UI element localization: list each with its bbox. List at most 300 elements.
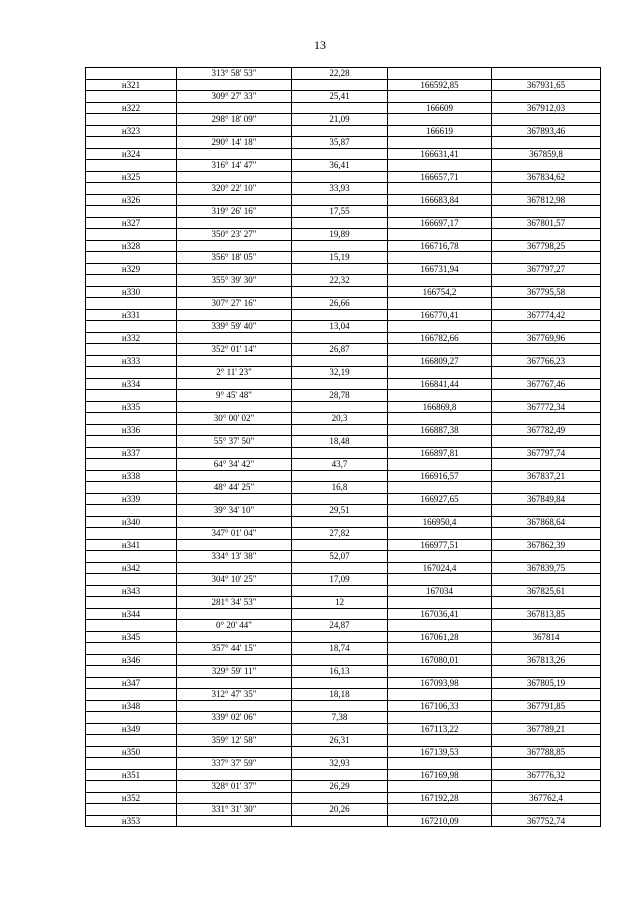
y-coordinate-cell: 367931,65 bbox=[492, 79, 601, 91]
x-coordinate-cell: 167080,01 bbox=[388, 654, 492, 666]
point-id-cell: н326 bbox=[86, 194, 177, 206]
direction-angle-cell: 359° 12' 58" bbox=[177, 735, 292, 747]
point-id-cell: н346 bbox=[86, 654, 177, 666]
segment-row bbox=[86, 160, 601, 172]
empty-cell bbox=[86, 735, 177, 747]
empty-cell bbox=[177, 125, 292, 137]
segment-row bbox=[86, 321, 601, 333]
empty-cell bbox=[492, 183, 601, 195]
x-coordinate-cell: 166657,71 bbox=[388, 171, 492, 183]
point-row bbox=[86, 240, 601, 252]
empty-cell bbox=[388, 712, 492, 724]
empty-cell bbox=[492, 367, 601, 379]
point-id-cell: н322 bbox=[86, 102, 177, 114]
empty-cell bbox=[292, 493, 388, 505]
empty-cell bbox=[388, 91, 492, 103]
segment-row bbox=[86, 804, 601, 816]
point-row bbox=[86, 516, 601, 528]
point-row bbox=[86, 102, 601, 114]
point-id-cell: н350 bbox=[86, 746, 177, 758]
empty-cell bbox=[177, 654, 292, 666]
segment-row bbox=[86, 482, 601, 494]
y-coordinate-cell: 367782,49 bbox=[492, 424, 601, 436]
empty-cell bbox=[492, 712, 601, 724]
empty-cell bbox=[292, 148, 388, 160]
empty-cell bbox=[177, 562, 292, 574]
empty-cell bbox=[292, 286, 388, 298]
direction-angle-cell: 312° 47' 35" bbox=[177, 689, 292, 701]
empty-cell bbox=[86, 275, 177, 287]
y-coordinate-cell: 367797,74 bbox=[492, 447, 601, 459]
segment-row bbox=[86, 413, 601, 425]
empty-cell bbox=[388, 275, 492, 287]
empty-cell bbox=[86, 643, 177, 655]
empty-cell bbox=[177, 378, 292, 390]
direction-angle-cell: 309° 27' 33" bbox=[177, 91, 292, 103]
empty-cell bbox=[388, 68, 492, 80]
segment-row bbox=[86, 252, 601, 264]
point-id-cell: н330 bbox=[86, 286, 177, 298]
point-row bbox=[86, 562, 601, 574]
x-coordinate-cell: 166631,41 bbox=[388, 148, 492, 160]
point-row bbox=[86, 815, 601, 827]
segment-row bbox=[86, 114, 601, 126]
empty-cell bbox=[86, 252, 177, 264]
segment-length-cell: 52,07 bbox=[292, 551, 388, 563]
segment-length-cell: 22,28 bbox=[292, 68, 388, 80]
empty-cell bbox=[86, 206, 177, 218]
empty-cell bbox=[292, 102, 388, 114]
segment-row bbox=[86, 390, 601, 402]
point-row bbox=[86, 723, 601, 735]
segment-length-cell: 32,93 bbox=[292, 758, 388, 770]
segment-row bbox=[86, 689, 601, 701]
y-coordinate-cell: 367849,84 bbox=[492, 493, 601, 505]
empty-cell bbox=[292, 677, 388, 689]
segment-length-cell: 33,93 bbox=[292, 183, 388, 195]
empty-cell bbox=[177, 355, 292, 367]
x-coordinate-cell: 167036,41 bbox=[388, 608, 492, 620]
empty-cell bbox=[86, 459, 177, 471]
empty-cell bbox=[292, 355, 388, 367]
segment-length-cell: 27,82 bbox=[292, 528, 388, 540]
x-coordinate-cell: 166897,81 bbox=[388, 447, 492, 459]
empty-cell bbox=[388, 551, 492, 563]
point-id-cell: н329 bbox=[86, 263, 177, 275]
empty-cell bbox=[86, 597, 177, 609]
empty-cell bbox=[177, 240, 292, 252]
direction-angle-cell: 347° 01' 04" bbox=[177, 528, 292, 540]
segment-row bbox=[86, 505, 601, 517]
x-coordinate-cell: 167113,22 bbox=[388, 723, 492, 735]
direction-angle-cell: 350° 23' 27" bbox=[177, 229, 292, 241]
direction-angle-cell: 281° 34' 53" bbox=[177, 597, 292, 609]
empty-cell bbox=[292, 631, 388, 643]
empty-cell bbox=[292, 654, 388, 666]
direction-angle-cell: 355° 39' 30" bbox=[177, 275, 292, 287]
point-row bbox=[86, 631, 601, 643]
x-coordinate-cell: 166809,27 bbox=[388, 355, 492, 367]
segment-row bbox=[86, 758, 601, 770]
direction-angle-cell: 64° 34' 42" bbox=[177, 459, 292, 471]
empty-cell bbox=[492, 804, 601, 816]
x-coordinate-cell: 166716,78 bbox=[388, 240, 492, 252]
point-id-cell: н321 bbox=[86, 79, 177, 91]
point-row bbox=[86, 746, 601, 758]
point-row bbox=[86, 493, 601, 505]
y-coordinate-cell: 367774,42 bbox=[492, 309, 601, 321]
y-coordinate-cell: 367772,34 bbox=[492, 401, 601, 413]
x-coordinate-cell: 166697,17 bbox=[388, 217, 492, 229]
empty-cell bbox=[492, 597, 601, 609]
segment-row bbox=[86, 275, 601, 287]
x-coordinate-cell: 167034 bbox=[388, 585, 492, 597]
direction-angle-cell: 304° 10' 25" bbox=[177, 574, 292, 586]
segment-row bbox=[86, 551, 601, 563]
x-coordinate-cell: 167061,28 bbox=[388, 631, 492, 643]
empty-cell bbox=[86, 804, 177, 816]
x-coordinate-cell: 166731,94 bbox=[388, 263, 492, 275]
y-coordinate-cell: 367797,27 bbox=[492, 263, 601, 275]
empty-cell bbox=[86, 781, 177, 793]
direction-angle-cell: 357° 44' 15" bbox=[177, 643, 292, 655]
point-id-cell: н348 bbox=[86, 700, 177, 712]
direction-angle-cell: 290° 14' 18" bbox=[177, 137, 292, 149]
segment-row bbox=[86, 298, 601, 310]
y-coordinate-cell: 367767,46 bbox=[492, 378, 601, 390]
empty-cell bbox=[86, 528, 177, 540]
point-row bbox=[86, 378, 601, 390]
y-coordinate-cell: 367834,62 bbox=[492, 171, 601, 183]
empty-cell bbox=[292, 332, 388, 344]
empty-cell bbox=[86, 712, 177, 724]
point-id-cell: н334 bbox=[86, 378, 177, 390]
x-coordinate-cell: 166950,4 bbox=[388, 516, 492, 528]
empty-cell bbox=[86, 390, 177, 402]
point-row bbox=[86, 447, 601, 459]
page-number: 13 bbox=[314, 38, 326, 52]
point-row bbox=[86, 355, 601, 367]
empty-cell bbox=[388, 252, 492, 264]
empty-cell bbox=[292, 608, 388, 620]
empty-cell bbox=[292, 539, 388, 551]
empty-cell bbox=[492, 620, 601, 632]
direction-angle-cell: 2° 11' 23" bbox=[177, 367, 292, 379]
empty-cell bbox=[177, 470, 292, 482]
segment-row bbox=[86, 183, 601, 195]
x-coordinate-cell: 166927,65 bbox=[388, 493, 492, 505]
empty-cell bbox=[177, 700, 292, 712]
x-coordinate-cell: 166754,2 bbox=[388, 286, 492, 298]
point-row bbox=[86, 148, 601, 160]
empty-cell bbox=[177, 148, 292, 160]
segment-length-cell: 17,55 bbox=[292, 206, 388, 218]
segment-length-cell: 24,87 bbox=[292, 620, 388, 632]
point-row bbox=[86, 608, 601, 620]
empty-cell bbox=[177, 815, 292, 827]
point-row bbox=[86, 125, 601, 137]
direction-angle-cell: 339° 02' 06" bbox=[177, 712, 292, 724]
empty-cell bbox=[292, 378, 388, 390]
direction-angle-cell: 329° 59' 11" bbox=[177, 666, 292, 678]
direction-angle-cell: 298° 18' 09" bbox=[177, 114, 292, 126]
empty-cell bbox=[86, 758, 177, 770]
point-row bbox=[86, 677, 601, 689]
empty-cell bbox=[492, 551, 601, 563]
y-coordinate-cell: 367912,03 bbox=[492, 102, 601, 114]
empty-cell bbox=[492, 574, 601, 586]
empty-cell bbox=[388, 321, 492, 333]
segment-length-cell: 26,31 bbox=[292, 735, 388, 747]
segment-row bbox=[86, 206, 601, 218]
empty-cell bbox=[177, 79, 292, 91]
empty-cell bbox=[388, 735, 492, 747]
empty-cell bbox=[292, 723, 388, 735]
empty-cell bbox=[492, 114, 601, 126]
point-id-cell: н337 bbox=[86, 447, 177, 459]
point-id-cell: н349 bbox=[86, 723, 177, 735]
empty-cell bbox=[388, 229, 492, 241]
point-id-cell: н325 bbox=[86, 171, 177, 183]
segment-length-cell: 12 bbox=[292, 597, 388, 609]
empty-cell bbox=[492, 436, 601, 448]
empty-cell bbox=[86, 574, 177, 586]
empty-cell bbox=[292, 401, 388, 413]
segment-row bbox=[86, 781, 601, 793]
point-id-cell: н339 bbox=[86, 493, 177, 505]
segment-length-cell: 18,48 bbox=[292, 436, 388, 448]
segment-row bbox=[86, 574, 601, 586]
y-coordinate-cell: 367862,39 bbox=[492, 539, 601, 551]
empty-cell bbox=[492, 482, 601, 494]
point-row bbox=[86, 194, 601, 206]
empty-cell bbox=[86, 229, 177, 241]
segment-row bbox=[86, 735, 601, 747]
point-id-cell: н323 bbox=[86, 125, 177, 137]
point-id-cell: н335 bbox=[86, 401, 177, 413]
empty-cell bbox=[492, 528, 601, 540]
segment-length-cell: 21,09 bbox=[292, 114, 388, 126]
y-coordinate-cell: 367839,75 bbox=[492, 562, 601, 574]
segment-length-cell: 19,89 bbox=[292, 229, 388, 241]
segment-row bbox=[86, 528, 601, 540]
empty-cell bbox=[292, 79, 388, 91]
point-id-cell: н344 bbox=[86, 608, 177, 620]
x-coordinate-cell: 167093,98 bbox=[388, 677, 492, 689]
segment-row bbox=[86, 712, 601, 724]
empty-cell bbox=[492, 459, 601, 471]
empty-cell bbox=[86, 137, 177, 149]
x-coordinate-cell: 166609 bbox=[388, 102, 492, 114]
direction-angle-cell: 313° 58' 53" bbox=[177, 68, 292, 80]
direction-angle-cell: 337° 37' 59" bbox=[177, 758, 292, 770]
point-row bbox=[86, 424, 601, 436]
empty-cell bbox=[492, 735, 601, 747]
empty-cell bbox=[177, 194, 292, 206]
empty-cell bbox=[177, 608, 292, 620]
empty-cell bbox=[86, 298, 177, 310]
segment-length-cell: 26,29 bbox=[292, 781, 388, 793]
point-id-cell: н341 bbox=[86, 539, 177, 551]
segment-length-cell: 7,38 bbox=[292, 712, 388, 724]
empty-cell bbox=[492, 390, 601, 402]
direction-angle-cell: 0° 20' 44" bbox=[177, 620, 292, 632]
y-coordinate-cell: 367788,85 bbox=[492, 746, 601, 758]
y-coordinate-cell: 367813,85 bbox=[492, 608, 601, 620]
y-coordinate-cell: 367762,4 bbox=[492, 792, 601, 804]
segment-length-cell: 22,32 bbox=[292, 275, 388, 287]
empty-cell bbox=[388, 137, 492, 149]
empty-cell bbox=[388, 183, 492, 195]
empty-cell bbox=[292, 263, 388, 275]
point-id-cell: н340 bbox=[86, 516, 177, 528]
point-id-cell: н324 bbox=[86, 148, 177, 160]
segment-length-cell: 36,41 bbox=[292, 160, 388, 172]
direction-angle-cell: 356° 18' 05" bbox=[177, 252, 292, 264]
empty-cell bbox=[86, 321, 177, 333]
point-id-cell: н328 bbox=[86, 240, 177, 252]
empty-cell bbox=[177, 286, 292, 298]
y-coordinate-cell: 367837,21 bbox=[492, 470, 601, 482]
y-coordinate-cell: 367814 bbox=[492, 631, 601, 643]
x-coordinate-cell: 166683,84 bbox=[388, 194, 492, 206]
empty-cell bbox=[86, 689, 177, 701]
empty-cell bbox=[86, 160, 177, 172]
direction-angle-cell: 331° 31' 30" bbox=[177, 804, 292, 816]
empty-cell bbox=[388, 482, 492, 494]
empty-cell bbox=[292, 585, 388, 597]
direction-angle-cell: 334° 13' 38" bbox=[177, 551, 292, 563]
segment-row bbox=[86, 666, 601, 678]
x-coordinate-cell: 166770,41 bbox=[388, 309, 492, 321]
point-id-cell: н352 bbox=[86, 792, 177, 804]
table-body bbox=[86, 68, 601, 827]
empty-cell bbox=[292, 447, 388, 459]
segment-row bbox=[86, 229, 601, 241]
empty-cell bbox=[388, 298, 492, 310]
y-coordinate-cell: 367859,8 bbox=[492, 148, 601, 160]
empty-cell bbox=[292, 562, 388, 574]
point-id-cell: н342 bbox=[86, 562, 177, 574]
x-coordinate-cell: 166916,57 bbox=[388, 470, 492, 482]
empty-cell bbox=[177, 171, 292, 183]
empty-cell bbox=[388, 114, 492, 126]
empty-cell bbox=[492, 666, 601, 678]
point-row bbox=[86, 654, 601, 666]
empty-cell bbox=[177, 309, 292, 321]
empty-cell bbox=[177, 723, 292, 735]
point-id-cell: н353 bbox=[86, 815, 177, 827]
empty-cell bbox=[86, 183, 177, 195]
y-coordinate-cell: 367789,21 bbox=[492, 723, 601, 735]
empty-cell bbox=[177, 746, 292, 758]
empty-cell bbox=[86, 68, 177, 80]
x-coordinate-cell: 166887,38 bbox=[388, 424, 492, 436]
empty-cell bbox=[177, 677, 292, 689]
y-coordinate-cell: 367776,32 bbox=[492, 769, 601, 781]
x-coordinate-cell: 166619 bbox=[388, 125, 492, 137]
y-coordinate-cell: 367795,58 bbox=[492, 286, 601, 298]
empty-cell bbox=[388, 160, 492, 172]
empty-cell bbox=[292, 240, 388, 252]
empty-cell bbox=[177, 217, 292, 229]
empty-cell bbox=[492, 298, 601, 310]
empty-cell bbox=[292, 792, 388, 804]
y-coordinate-cell: 367813,26 bbox=[492, 654, 601, 666]
y-coordinate-cell: 367752,74 bbox=[492, 815, 601, 827]
empty-cell bbox=[292, 516, 388, 528]
empty-cell bbox=[492, 206, 601, 218]
empty-cell bbox=[492, 781, 601, 793]
empty-cell bbox=[177, 447, 292, 459]
empty-cell bbox=[86, 367, 177, 379]
point-id-cell: н351 bbox=[86, 769, 177, 781]
x-coordinate-cell: 167169,98 bbox=[388, 769, 492, 781]
segment-row bbox=[86, 91, 601, 103]
segment-length-cell: 16,8 bbox=[292, 482, 388, 494]
segment-length-cell: 43,7 bbox=[292, 459, 388, 471]
empty-cell bbox=[292, 470, 388, 482]
empty-cell bbox=[492, 643, 601, 655]
point-row bbox=[86, 769, 601, 781]
empty-cell bbox=[86, 436, 177, 448]
x-coordinate-cell: 166869,8 bbox=[388, 401, 492, 413]
empty-cell bbox=[388, 758, 492, 770]
segment-length-cell: 18,18 bbox=[292, 689, 388, 701]
y-coordinate-cell: 367868,64 bbox=[492, 516, 601, 528]
point-row bbox=[86, 539, 601, 551]
direction-angle-cell: 319° 26' 16" bbox=[177, 206, 292, 218]
point-id-cell: н333 bbox=[86, 355, 177, 367]
empty-cell bbox=[292, 769, 388, 781]
segment-length-cell: 16,13 bbox=[292, 666, 388, 678]
segment-length-cell: 13,04 bbox=[292, 321, 388, 333]
empty-cell bbox=[388, 390, 492, 402]
empty-cell bbox=[388, 804, 492, 816]
empty-cell bbox=[388, 620, 492, 632]
empty-cell bbox=[292, 194, 388, 206]
segment-row bbox=[86, 436, 601, 448]
empty-cell bbox=[492, 689, 601, 701]
segment-length-cell: 32,19 bbox=[292, 367, 388, 379]
empty-cell bbox=[492, 275, 601, 287]
y-coordinate-cell: 367812,98 bbox=[492, 194, 601, 206]
x-coordinate-cell: 166592,85 bbox=[388, 79, 492, 91]
y-coordinate-cell: 367805,19 bbox=[492, 677, 601, 689]
empty-cell bbox=[86, 344, 177, 356]
y-coordinate-cell: 367893,46 bbox=[492, 125, 601, 137]
y-coordinate-cell: 367766,23 bbox=[492, 355, 601, 367]
segment-row bbox=[86, 344, 601, 356]
segment-length-cell: 20,3 bbox=[292, 413, 388, 425]
segment-length-cell: 28,78 bbox=[292, 390, 388, 402]
empty-cell bbox=[86, 620, 177, 632]
empty-cell bbox=[492, 160, 601, 172]
segment-length-cell: 17,09 bbox=[292, 574, 388, 586]
direction-angle-cell: 320° 22' 10" bbox=[177, 183, 292, 195]
point-row bbox=[86, 286, 601, 298]
point-id-cell: н345 bbox=[86, 631, 177, 643]
x-coordinate-cell: 166841,44 bbox=[388, 378, 492, 390]
y-coordinate-cell: 367791,85 bbox=[492, 700, 601, 712]
direction-angle-cell: 55° 37' 50" bbox=[177, 436, 292, 448]
y-coordinate-cell: 367798,25 bbox=[492, 240, 601, 252]
empty-cell bbox=[388, 344, 492, 356]
empty-cell bbox=[388, 436, 492, 448]
empty-cell bbox=[292, 815, 388, 827]
segment-row bbox=[86, 137, 601, 149]
empty-cell bbox=[492, 137, 601, 149]
